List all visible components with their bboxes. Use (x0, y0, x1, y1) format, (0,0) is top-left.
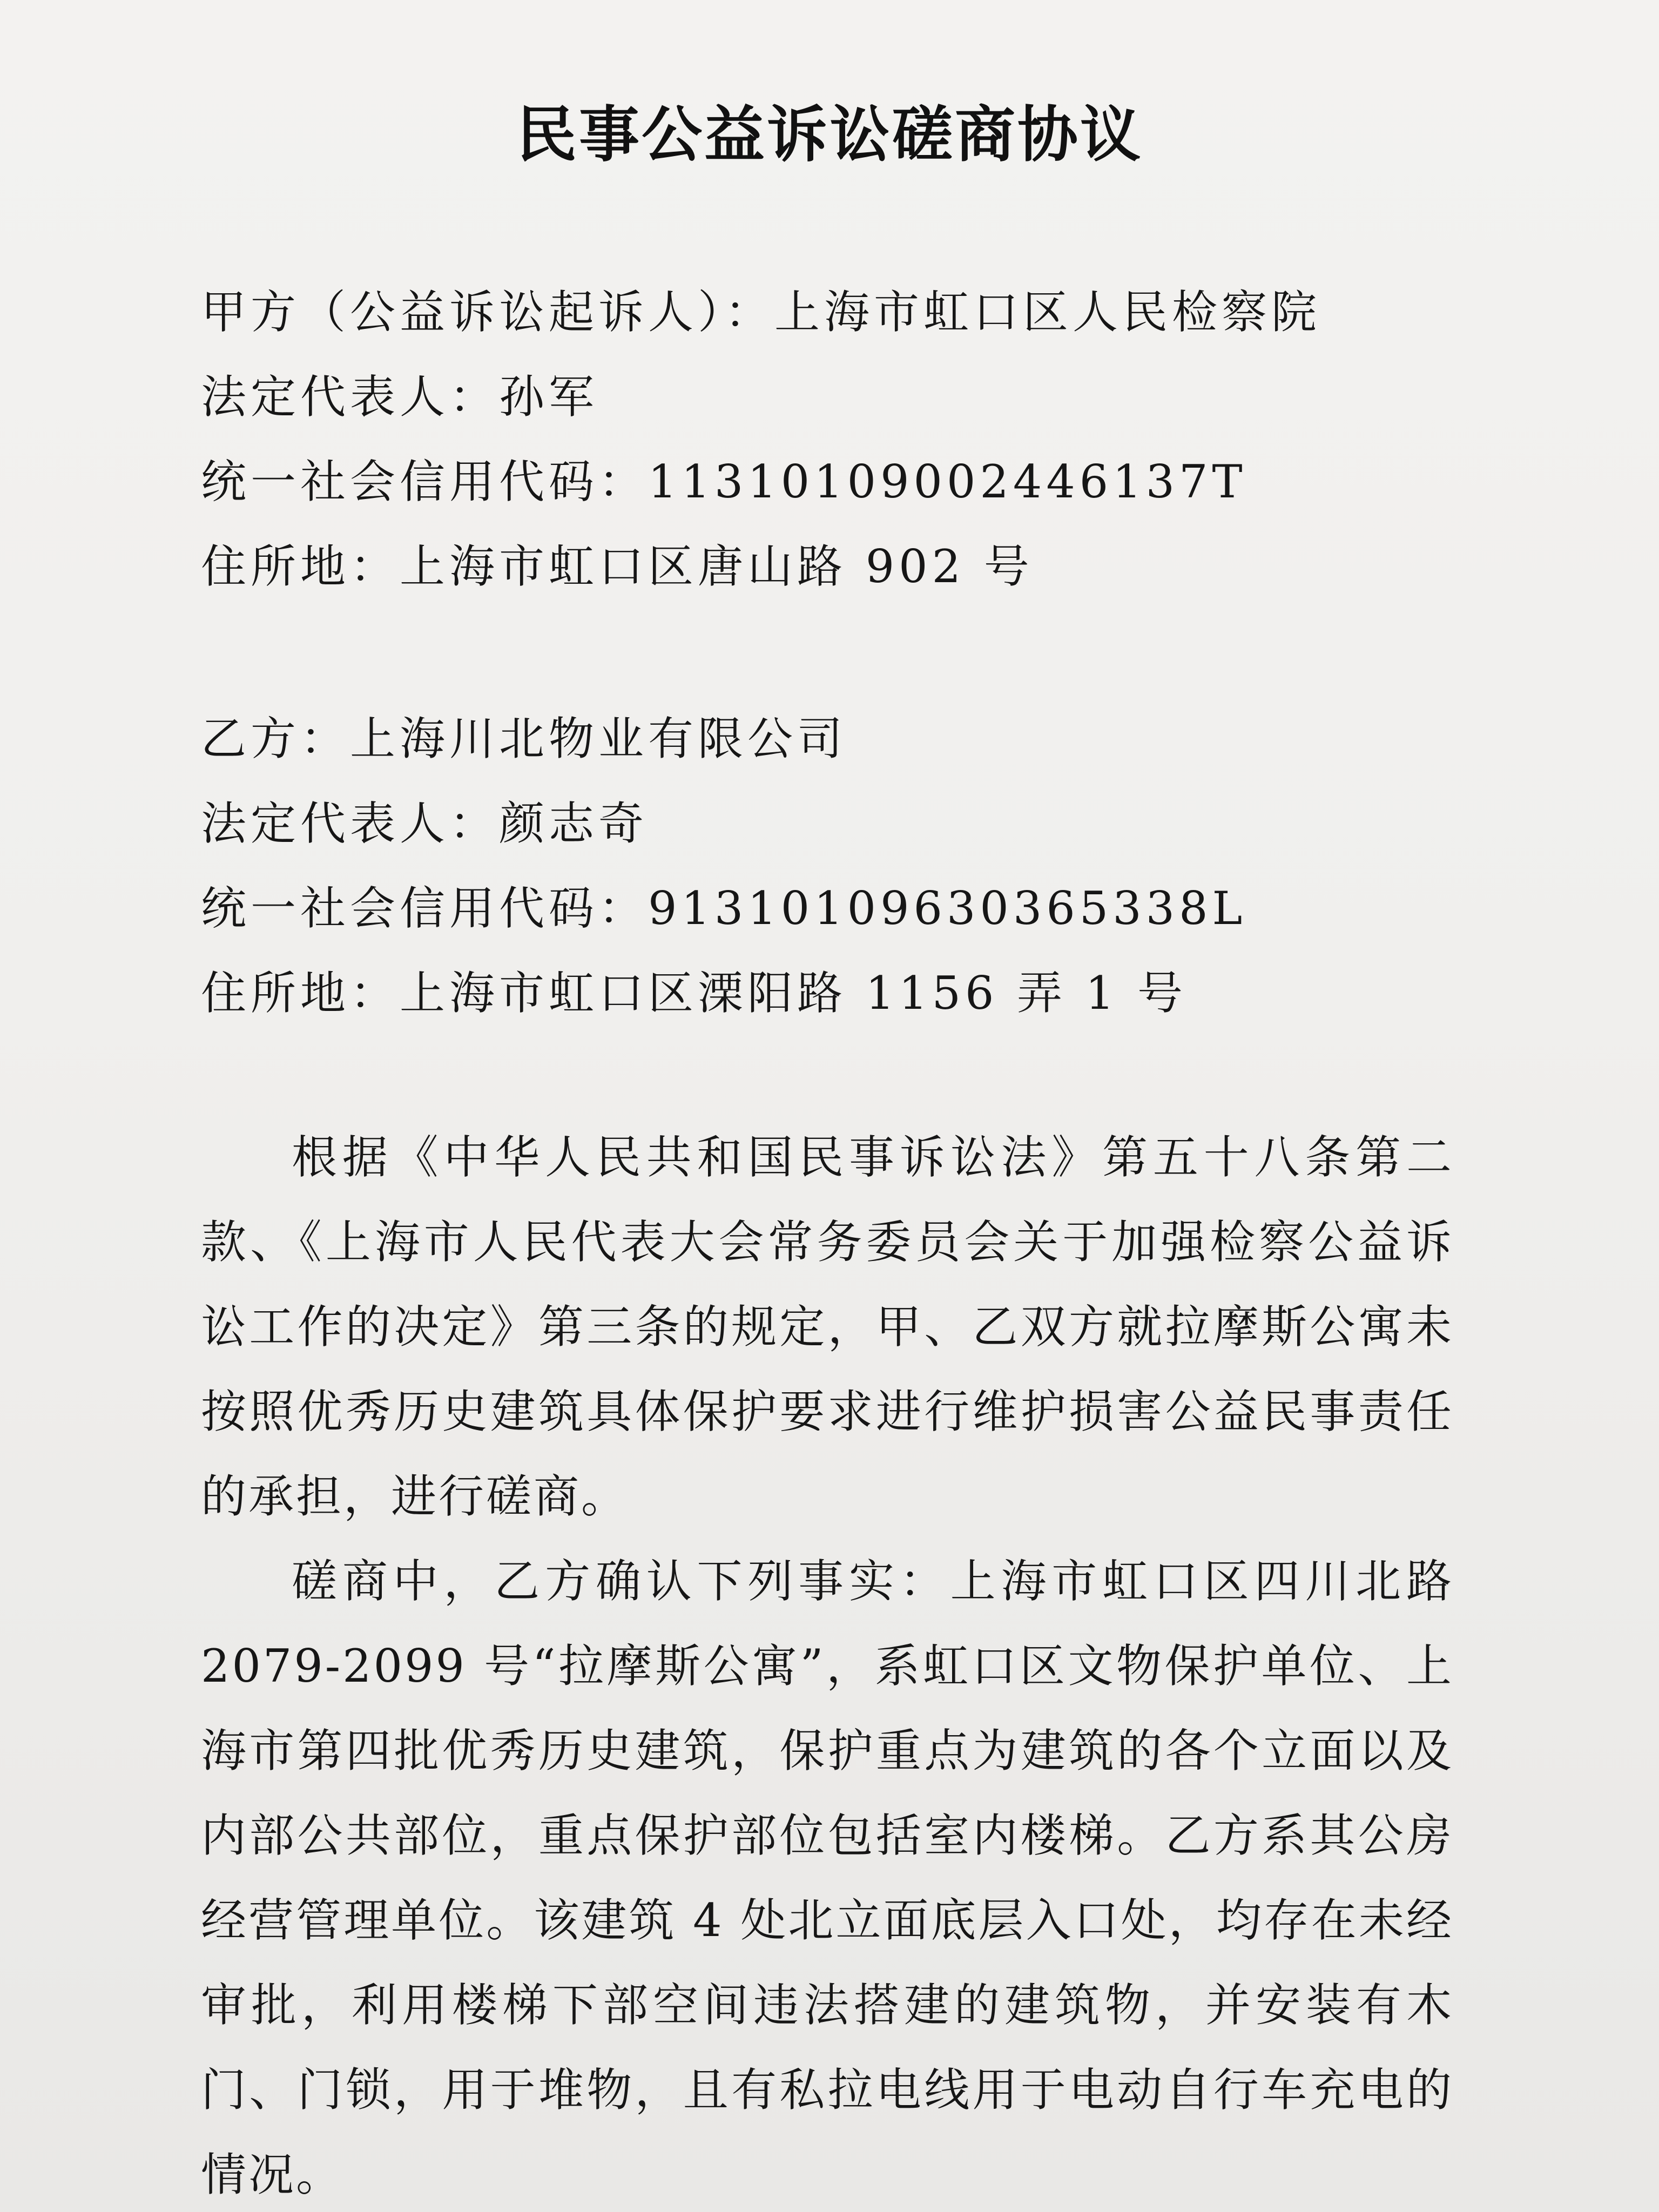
party-a-credit-code: 统一社会信用代码：11310109002446137T (201, 455, 1247, 508)
paragraph-legal-basis: 根据《中华人民共和国民事诉讼法》第五十八条第二款、《上海市人民代表大会常务委员会关于加强检察公益诉讼工作的决定》第三条的规定，甲、乙双方就拉摩斯公寓未按照优秀历史建筑具体保护要求进行维护损害公益民事责任的承担，进行磋商。 (201, 1131, 1454, 1523)
party-a-block (201, 270, 1551, 609)
party-a-representative: 法定代表人：孙军 (201, 370, 599, 423)
party-b-address: 住所地：上海市虹口区溧阳路 1156 弄 1 号 (201, 967, 1188, 1020)
document-title: 民事公益诉讼磋商协议 (516, 100, 1143, 170)
party-a-name: 甲方（公益诉讼起诉人）：上海市虹口区人民检察院 (201, 286, 1321, 339)
party-b-credit-code: 统一社会信用代码：91310109630365338L (201, 882, 1247, 935)
agreement-body (201, 1115, 1454, 2212)
party-b-name: 乙方：上海川北物业有限公司 (201, 712, 847, 765)
party-a-address: 住所地：上海市虹口区唐山路 902 号 (201, 540, 1034, 593)
paragraph-facts: 磋商中，乙方确认下列事实：上海市虹口区四川北路 2079-2099 号“拉摩斯公寓”，系虹口区文物保护单位、上海市第四批优秀历史建筑，保护重点为建筑的各个立面以及内部公共部位，重点保护部位包括室内楼梯。乙方系其公房经营管理单位。该建筑 4 处北立面底层入口处，均存在未经审批，利用楼梯下部空间违法搭建的建筑物，并安装有木门、门锁，用于堆物，且有私拉电线用于电动自行车充电的情况。 (201, 1555, 1454, 2201)
party-b-representative: 法定代表人：颜志奇 (201, 797, 649, 850)
party-b-block (201, 697, 1551, 1036)
